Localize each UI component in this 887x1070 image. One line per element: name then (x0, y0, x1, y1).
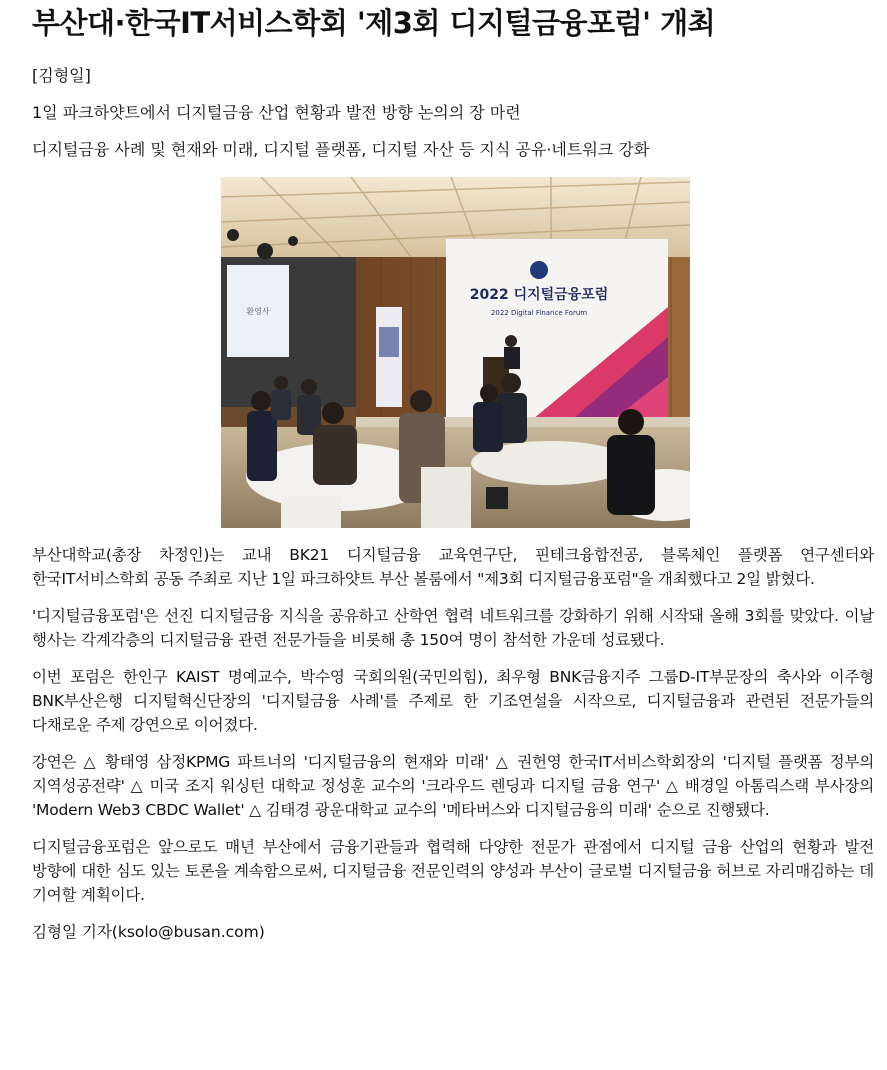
article-paragraph-4: 강연은 △ 황태영 삼정KPMG 파트너의 '디지털금융의 현재와 미래' △ 권헌영 한국IT서비스학회장의 '디지털 플랫폼 정부의 지역성공전략' △ 미국 조지 워싱턴 대학교 정성훈 교수의 '크라우드 렌딩과 디지털 금융 연구' △ 배경일 아톰릭스랙 부사장의 'Modern Web3 CBDC Wallet' △ 김태경 광운대학교 교수의 '메타버스와 디지털금융의 미래' 순으로 진행됐다. (32, 753, 874, 819)
speaker-head (505, 335, 517, 347)
article-body (32, 543, 874, 944)
article-photo (221, 177, 690, 528)
article-signature: 김형일 기자(ksolo@busan.com) (32, 923, 265, 941)
article-subhead-2: 디지털금융 사례 및 현재와 미래, 디지털 플랫폼, 디지털 자산 등 지식 공유·네트워크 강화 (32, 140, 650, 159)
article-subhead-1: 1일 파크하얏트에서 디지털금융 산업 현황과 발전 방향 논의의 장 마련 (32, 103, 521, 122)
article-byline: [김형일] (32, 66, 91, 85)
chair (421, 467, 471, 528)
screen-text: 환영사 (246, 307, 270, 316)
article-paragraph-1: 부산대학교(총장 차정인)는 교내 BK21 디지털금융 교육연구단, 핀테크융합전공, 블록체인 플랫폼 연구센터와 한국IT서비스학회 공동 주최로 지난 1일 파크하얏트 부산 볼룸에서 "제3회 디지털금융포럼"을 개최했다고 2일 밝혔다. (32, 546, 874, 588)
bag (486, 487, 508, 509)
article-paragraph-3: 이번 포럼은 한인구 KAIST 명예교수, 박수영 국회의원(국민의힘), 최우형 BNK금융지주 그룹D-IT부문장의 축사와 이주형 BNK부산은행 디지털혁신단장의 '디지털금융 사례'를 주제로 한 기조연설을 시작으로, 디지털금융과 관련된 전문가들의 다채로운 주제 강연으로 이어졌다. (32, 668, 874, 734)
banner-title: 2022 디지털금융포럼 (469, 287, 609, 303)
stage-light (227, 229, 239, 241)
article-paragraph-5: 디지털금융포럼은 앞으로도 매년 부산에서 금융기관들과 협력해 다양한 전문가 관점에서 디지털 금융 산업의 현황과 발전 방향에 대한 심도 있는 토론을 계속함으로써, 디지털금융 전문인력의 양성과 부산이 글로벌 디지털금융 허브로 자리매김하는 데 기여할 계획이다. (32, 838, 874, 904)
speaker-body (504, 347, 520, 369)
banner-subtitle: 2022 Digital Finance Forum (490, 309, 588, 317)
forum-photo-illustration (221, 177, 690, 528)
stage-light (257, 243, 273, 259)
stage-light (288, 236, 298, 246)
forum-logo (530, 261, 548, 279)
article-headline: 부산대·한국IT서비스학회 '제3회 디지털금융포럼' 개최 (32, 6, 716, 40)
chair (281, 495, 341, 528)
article-paragraph-2: '디지털금융포럼'은 선진 디지털금융 지식을 공유하고 산학연 협력 네트워크를 강화하기 위해 시작돼 올해 3회를 맞았다. 이날 행사는 각계각층의 디지털금융 관련 전문가들을 비롯해 총 150여 명이 참석한 가운데 성료됐다. (32, 607, 874, 649)
